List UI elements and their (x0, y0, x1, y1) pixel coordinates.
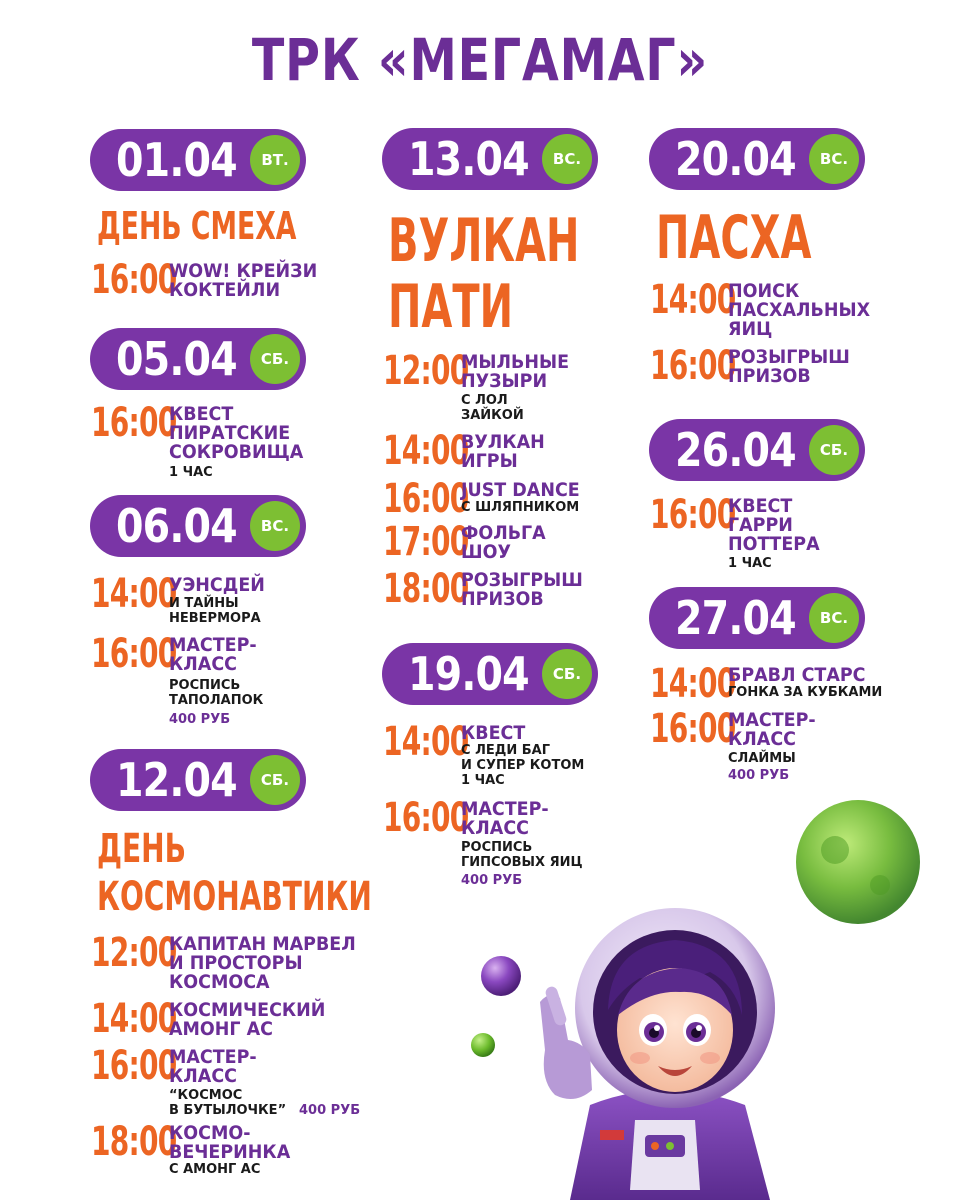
event-time: 17:00 (383, 519, 469, 565)
event-time: 12:00 (383, 348, 469, 394)
event-time: 16:00 (91, 631, 177, 677)
event-time: 14:00 (91, 996, 177, 1042)
pill-weekday-badge: ВС. (542, 134, 592, 184)
event-price: 400 РУБ (169, 712, 231, 727)
day-headline: ДЕНЬ СМЕХА (97, 204, 297, 248)
event-time: 16:00 (383, 476, 469, 522)
event-title: КОСМИЧЕСКИЙ АМОНГ АС (169, 999, 326, 1040)
event-subtitle: 1 ЧАС (728, 556, 772, 571)
event-time: 14:00 (650, 661, 736, 707)
event-title: КВЕСТ ГАРРИ ПОТТЕРА (728, 495, 820, 555)
event-subtitle: С АМОНГ АС (169, 1162, 261, 1177)
pill-date: 01.04 (116, 133, 237, 187)
event-title: КОСМО- ВЕЧЕРИНКА (169, 1122, 291, 1163)
date-pill-13-04 (382, 128, 598, 190)
pill-weekday-badge: СБ. (809, 425, 859, 475)
date-pill-12-04 (90, 749, 306, 811)
event-subtitle: С ШЛЯПНИКОМ (461, 500, 580, 515)
date-pill-06-04 (90, 495, 306, 557)
event-time: 18:00 (383, 566, 469, 612)
pill-date: 13.04 (408, 132, 529, 186)
date-pill-19-04 (382, 643, 598, 705)
event-time: 18:00 (91, 1119, 177, 1165)
pill-weekday-badge: ВТ. (250, 135, 300, 185)
event-price: 400 РУБ (299, 1103, 361, 1118)
event-subtitle: СЛАЙМЫ (728, 751, 796, 766)
event-time: 16:00 (91, 400, 177, 446)
event-title: JUST DANCE (461, 479, 580, 501)
day-headline: ВУЛКАН (388, 206, 580, 276)
event-title: МАСТЕР- КЛАСС (728, 709, 816, 750)
event-time: 14:00 (383, 719, 469, 765)
event-time: 16:00 (91, 257, 177, 303)
event-subtitle: ГОНКА ЗА КУБКАМИ (728, 685, 883, 700)
pill-date: 06.04 (116, 499, 237, 553)
event-title: КВЕСТ ПИРАТСКИЕ СОКРОВИЩА (169, 403, 304, 463)
pill-date: 27.04 (675, 591, 796, 645)
event-subtitle: РОСПИСЬ ГИПСОВЫХ ЯИЦ (461, 840, 583, 870)
event-title: РОЗЫГРЫШ ПРИЗОВ (728, 346, 850, 387)
event-title: БРАВЛ СТАРС (728, 664, 866, 686)
day-headline: ПАТИ (388, 272, 514, 342)
event-title: КВЕСТ (461, 722, 526, 744)
event-title: МЫЛЬНЫЕ ПУЗЫРИ (461, 351, 570, 392)
event-time: 14:00 (91, 571, 177, 617)
event-price: 400 РУБ (728, 768, 790, 783)
day-headline: ПАСХА (656, 203, 812, 273)
event-title: МАСТЕР- КЛАСС (169, 634, 257, 675)
astronaut-girl-illustration (520, 890, 810, 1200)
event-time: 16:00 (650, 706, 736, 752)
event-title: WOW! КРЕЙЗИ КОКТЕЙЛИ (169, 260, 318, 301)
event-title: МАСТЕР- КЛАСС (461, 798, 549, 839)
event-subtitle: 1 ЧАС (169, 465, 213, 480)
green-ball-decoration (468, 1030, 498, 1060)
event-title: РОЗЫГРЫШ ПРИЗОВ (461, 569, 583, 610)
event-title: УЭНСДЕЙ (169, 574, 265, 596)
date-pill-05-04 (90, 328, 306, 390)
pill-weekday-badge: СБ. (542, 649, 592, 699)
poster-title: ТРК «МЕГАМАГ» (251, 26, 709, 94)
pill-weekday-badge: ВС. (809, 593, 859, 643)
day-headline: ДЕНЬ (97, 826, 187, 872)
pill-date: 12.04 (116, 753, 237, 807)
event-subtitle: И ТАЙНЫ НЕВЕРМОРА (169, 596, 261, 626)
event-price: 400 РУБ (461, 873, 523, 888)
event-title: ФОЛЬГА ШОУ (461, 522, 546, 563)
event-subtitle: “КОСМОС В БУТЫЛОЧКЕ” (169, 1088, 287, 1118)
event-subtitle: С ЛЕДИ БАГ И СУПЕР КОТОМ 1 ЧАС (461, 743, 585, 788)
date-pill-20-04 (649, 128, 865, 190)
day-headline: КОСМОНАВТИКИ (97, 874, 372, 920)
pill-weekday-badge: ВС. (250, 501, 300, 551)
date-pill-01-04 (90, 129, 306, 191)
event-subtitle: РОСПИСЬ ТАПОЛАПОК (169, 678, 264, 708)
pill-date: 19.04 (408, 647, 529, 701)
event-time: 16:00 (383, 795, 469, 841)
purple-ball-decoration (478, 953, 524, 999)
pill-date: 26.04 (675, 423, 796, 477)
date-pill-26-04 (649, 419, 865, 481)
event-time: 16:00 (650, 492, 736, 538)
pill-date: 20.04 (675, 132, 796, 186)
pill-weekday-badge: СБ. (250, 334, 300, 384)
event-subtitle: С ЛОЛ ЗАЙКОЙ (461, 393, 524, 423)
event-time: 16:00 (650, 343, 736, 389)
event-time: 14:00 (383, 428, 469, 474)
pill-weekday-badge: ВС. (809, 134, 859, 184)
date-pill-27-04 (649, 587, 865, 649)
event-title: ВУЛКАН ИГРЫ (461, 431, 545, 472)
pill-weekday-badge: СБ. (250, 755, 300, 805)
pill-date: 05.04 (116, 332, 237, 386)
event-title: КАПИТАН МАРВЕЛ И ПРОСТОРЫ КОСМОСА (169, 933, 356, 993)
event-time: 16:00 (91, 1043, 177, 1089)
event-time: 14:00 (650, 277, 736, 323)
event-time: 12:00 (91, 930, 177, 976)
event-title: МАСТЕР- КЛАСС (169, 1046, 257, 1087)
event-title: ПОИСК ПАСХАЛЬНЫХ ЯИЦ (728, 280, 871, 340)
